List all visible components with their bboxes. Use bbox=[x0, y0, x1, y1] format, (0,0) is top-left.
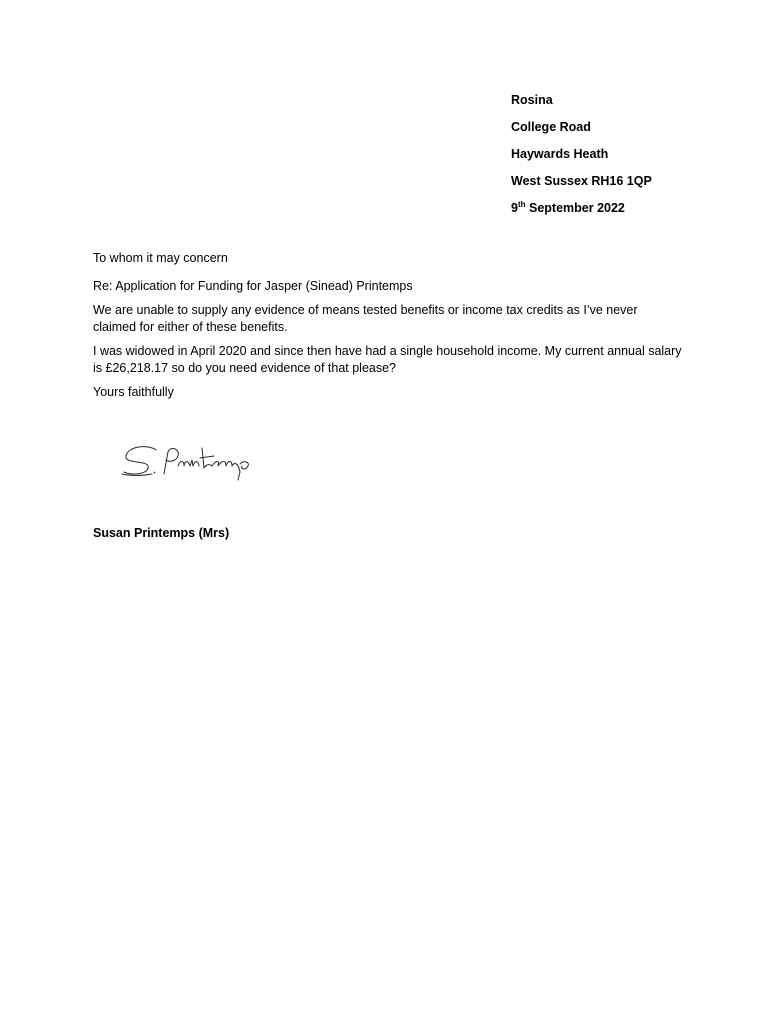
address-town: Haywards Heath bbox=[511, 147, 609, 161]
letter-body bbox=[93, 250, 683, 408]
paragraph-benefits: We are unable to supply any evidence of means tested benefits or income tax credits as I’ve never claimed for either of these benefits. bbox=[93, 303, 638, 334]
date-suffix: th bbox=[517, 199, 526, 209]
signatory-name: Susan Printemps (Mrs) bbox=[93, 526, 230, 540]
handwritten-signature bbox=[118, 436, 258, 486]
letter-date bbox=[511, 195, 652, 222]
paragraph-income: I was widowed in April 2020 and since then have had a single household income. My current annual salary is £26,218.17 so do you need evidence of that please? bbox=[93, 344, 682, 375]
closing: Yours faithfully bbox=[93, 385, 174, 399]
sender-address bbox=[511, 87, 652, 222]
address-county-postcode: West Sussex RH16 1QP bbox=[511, 174, 652, 188]
address-street: College Road bbox=[511, 120, 591, 134]
date-rest: September 2022 bbox=[525, 201, 625, 215]
subject-line: Re: Application for Funding for Jasper (Sinead) Printemps bbox=[93, 279, 413, 293]
date-day: 9 bbox=[511, 201, 518, 215]
salutation: To whom it may concern bbox=[93, 251, 228, 265]
address-name: Rosina bbox=[511, 93, 553, 107]
